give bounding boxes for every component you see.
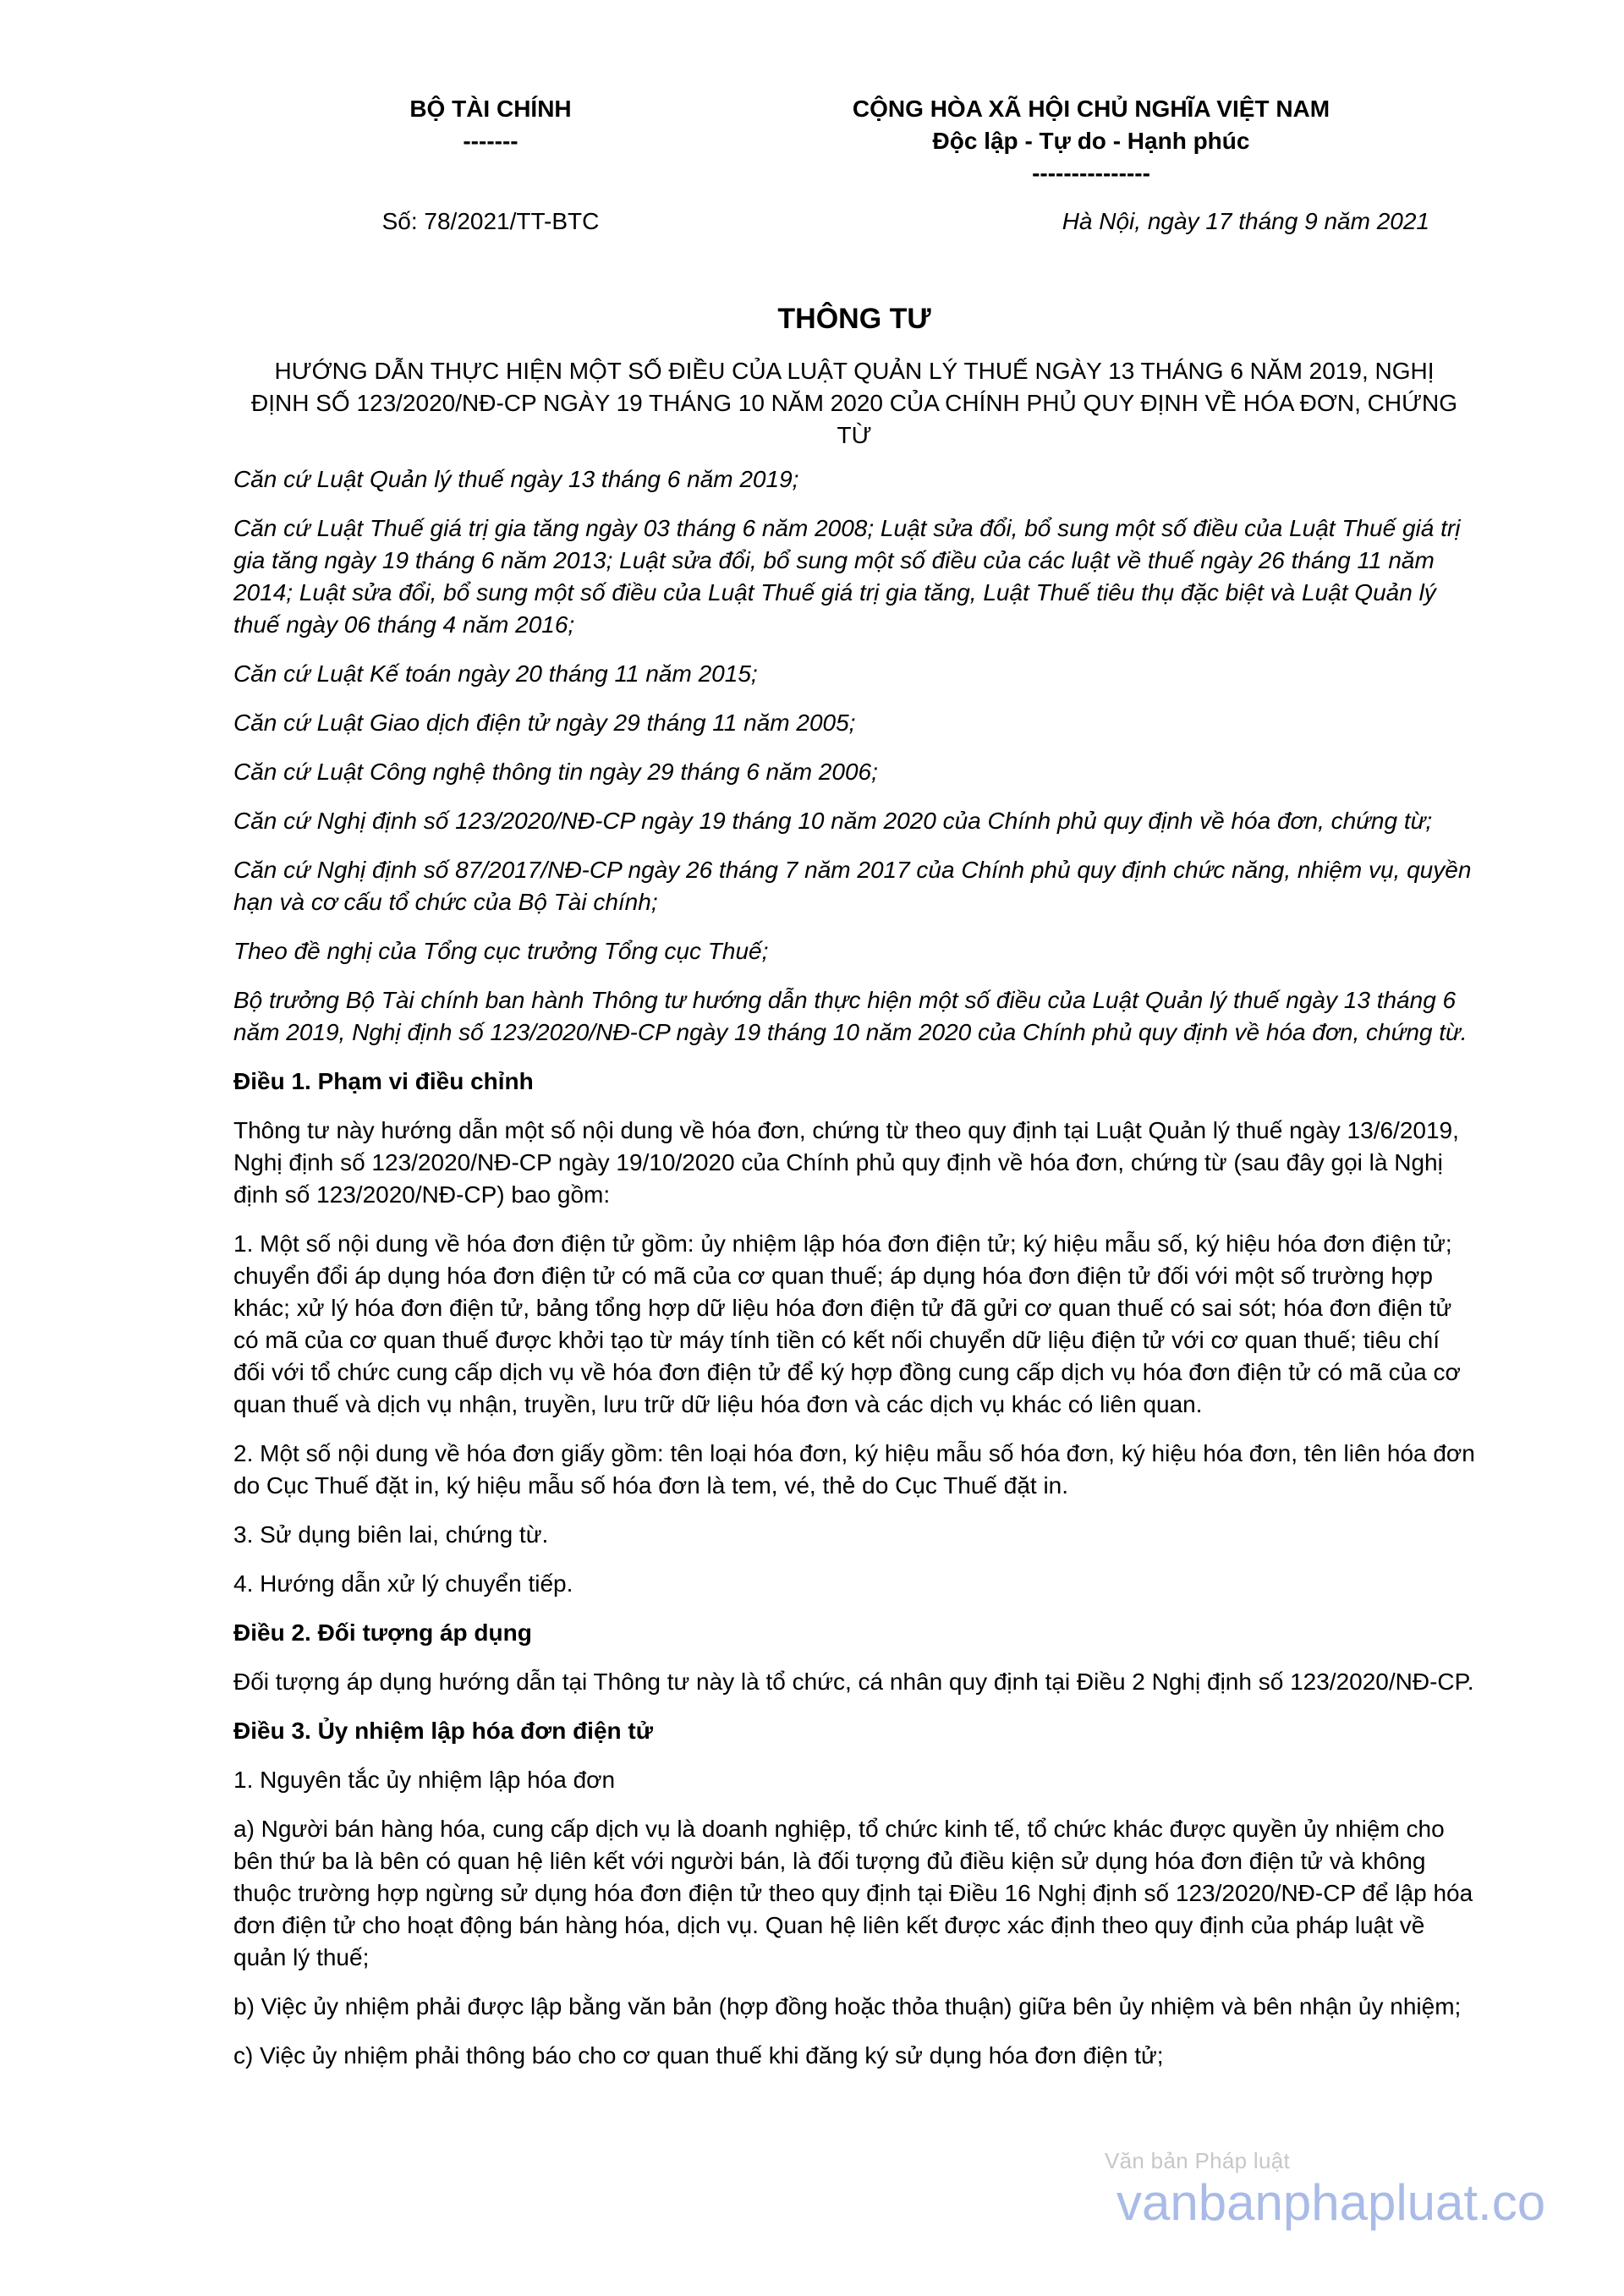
legal-basis: Căn cứ Nghị định số 87/2017/NĐ-CP ngày 26 tháng 7 năm 2017 của Chính phủ quy định chức năng, nhiệm vụ, quyền hạn và cơ cấu tổ chức của Bộ Tài chính;	[233, 857, 1472, 915]
watermark-logo: Văn bản Pháp luật	[1105, 2148, 1291, 2173]
country-name: CỘNG HÒA XÃ HỘI CHỦ NGHĨA VIỆT NAM	[852, 96, 1330, 122]
article-2-heading: Điều 2. Đối tượng áp dụng	[233, 1619, 532, 1646]
article-1-item: 3. Sử dụng biên lai, chứng từ.	[233, 1521, 549, 1548]
watermark-url: vanbanphapluat.co	[1116, 2174, 1546, 2231]
document-subtitle: HƯỚNG DẪN THỰC HIỆN MỘT SỐ ĐIỀU CỦA LUẬT QUẢN LÝ THUẾ NGÀY 13 THÁNG 6 NĂM 2019, NGHỊ ĐỊNH SỐ 123/2020/NĐ-CP NGÀY 19 THÁNG 10 NĂM 2020 CỦA CHÍNH PHỦ QUY ĐỊNH VỀ HÓA ĐƠN, CHỨNG TỪ	[250, 358, 1458, 448]
article-3-heading: Điều 3. Ủy nhiệm lập hóa đơn điện tử	[233, 1718, 654, 1744]
article-3-section-1: 1. Nguyên tắc ủy nhiệm lập hóa đơn	[233, 1767, 616, 1793]
place-date: Hà Nội, ngày 17 tháng 9 năm 2021	[1062, 208, 1429, 234]
document-title: THÔNG TƯ	[777, 303, 931, 335]
legal-basis: Căn cứ Nghị định số 123/2020/NĐ-CP ngày 19 tháng 10 năm 2020 của Chính phủ quy định về hóa đơn, chứng từ;	[233, 808, 1433, 834]
motto-rule: ---------------	[1032, 160, 1150, 186]
legal-basis: Căn cứ Luật Thuế giá trị gia tăng ngày 03 tháng 6 năm 2008; Luật sửa đổi, bổ sung một số điều của Luật Thuế giá trị gia tăng ngày 19 tháng 6 năm 2013; Luật sửa đổi, bổ sung một số điều của các luật về thuế ngày 26 tháng 11 năm 2014; Luật sửa đổi, bổ sung một số điều của Luật Thuế giá trị gia tăng, Luật Thuế tiêu thụ đặc biệt và Luật Quản lý thuế ngày 06 tháng 4 năm 2016;	[233, 515, 1461, 638]
article-3-item: a) Người bán hàng hóa, cung cấp dịch vụ là doanh nghiệp, tổ chức kinh tế, tổ chức khác được quyền ủy nhiệm cho bên thứ ba là bên có quan hệ liên kết với người bán, là đối tượng đủ điều kiện sử dụng hóa đơn điện tử và không thuộc trường hợp ngừng sử dụng hóa đơn điện tử theo quy định tại Điều 16 Nghị định số 123/2020/NĐ-CP để lập hóa đơn điện tử cho hoạt động bán hàng hóa, dịch vụ. Quan hệ liên kết được xác định theo quy định của pháp luật về quản lý thuế;	[233, 1816, 1473, 1970]
article-1-heading: Điều 1. Phạm vi điều chỉnh	[233, 1068, 534, 1094]
agency-name: BỘ TÀI CHÍNH	[409, 96, 572, 122]
legal-basis: Căn cứ Luật Giao dịch điện tử ngày 29 tháng 11 năm 2005;	[233, 710, 856, 736]
article-1-item: 2. Một số nội dung về hóa đơn giấy gồm: tên loại hóa đơn, ký hiệu mẫu số hóa đơn, ký hiệu hóa đơn, tên liên hóa đơn do Cục Thuế đặt in, ký hiệu mẫu số hóa đơn là tem, vé, thẻ do Cục Thuế đặt in.	[233, 1440, 1475, 1499]
article-1-intro: Thông tư này hướng dẫn một số nội dung về hóa đơn, chứng từ theo quy định tại Luật Quản lý thuế ngày 13/6/2019, Nghị định số 123/2020/NĐ-CP ngày 19/10/2020 của Chính phủ quy định về hóa đơn, chứng từ (sau đây gọi là Nghị định số 123/2020/NĐ-CP) bao gồm:	[233, 1117, 1459, 1208]
legal-basis: Căn cứ Luật Quản lý thuế ngày 13 tháng 6 năm 2019;	[233, 466, 799, 492]
agency-rule: -------	[463, 128, 518, 154]
article-1-item: 1. Một số nội dung về hóa đơn điện tử gồm: ủy nhiệm lập hóa đơn điện tử; ký hiệu mẫu số, ký hiệu hóa đơn điện tử; chuyển đổi áp dụng hóa đơn điện tử có mã của cơ quan thuế; áp dụng hóa đơn điện tử đối với một số trường hợp khác; xử lý hóa đơn điện tử, bảng tổng hợp dữ liệu hóa đơn điện tử đã gửi cơ quan thuế có sai sót; hóa đơn điện tử có mã của cơ quan thuế được khởi tạo từ máy tính tiền có kết nối chuyển dữ liệu điện tử với cơ quan thuế; tiêu chí đối với tổ chức cung cấp dịch vụ về hóa đơn điện tử để ký hợp đồng cung cấp dịch vụ hóa đơn điện tử có mã của cơ quan thuế và dịch vụ nhận, truyền, lưu trữ dữ liệu hóa đơn và các dịch vụ khác có liên quan.	[233, 1230, 1461, 1417]
agency-block	[321, 93, 660, 157]
legal-basis: Theo đề nghị của Tổng cục trưởng Tổng cục Thuế;	[233, 938, 769, 964]
national-header	[744, 93, 1438, 189]
document-body	[233, 463, 1475, 2089]
legal-basis: Căn cứ Luật Kế toán ngày 20 tháng 11 năm 2015;	[233, 660, 758, 687]
article-1-item: 4. Hướng dẫn xử lý chuyển tiếp.	[233, 1570, 573, 1597]
article-3-item: c) Việc ủy nhiệm phải thông báo cho cơ quan thuế khi đăng ký sử dụng hóa đơn điện tử;	[233, 2042, 1164, 2069]
legal-basis: Bộ trưởng Bộ Tài chính ban hành Thông tư hướng dẫn thực hiện một số điều của Luật Quản lý thuế ngày 13 tháng 6 năm 2019, Nghị định số 123/2020/NĐ-CP ngày 19 tháng 10 năm 2020 của Chính phủ quy định về hóa đơn, chứng từ.	[233, 987, 1468, 1045]
legal-basis: Căn cứ Luật Công nghệ thông tin ngày 29 tháng 6 năm 2006;	[233, 759, 878, 785]
national-motto: Độc lập - Tự do - Hạnh phúc	[932, 128, 1250, 154]
document-number: Số: 78/2021/TT-BTC	[381, 208, 600, 234]
article-2-body: Đối tượng áp dụng hướng dẫn tại Thông tư này là tổ chức, cá nhân quy định tại Điều 2 Nghị định số 123/2020/NĐ-CP.	[233, 1669, 1474, 1695]
article-3-item: b) Việc ủy nhiệm phải được lập bằng văn bản (hợp đồng hoặc thỏa thuận) giữa bên ủy nhiệm và bên nhận ủy nhiệm;	[233, 1993, 1462, 2019]
